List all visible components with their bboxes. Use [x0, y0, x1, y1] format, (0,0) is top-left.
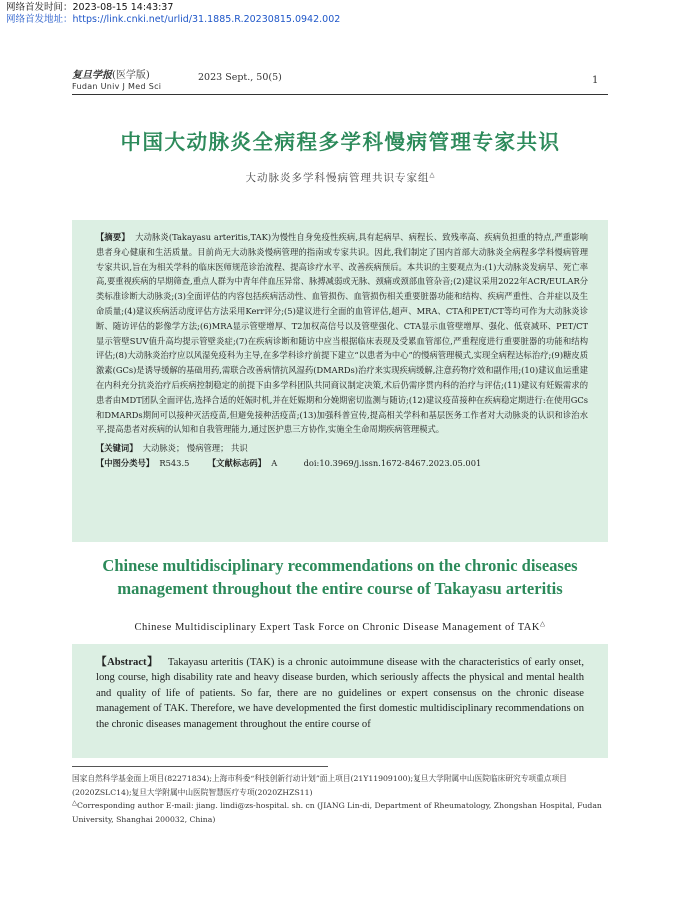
keywords-label: 【关键词】: [96, 443, 138, 454]
abstract-en-label: 【Abstract】: [96, 657, 159, 668]
online-publish-time: 网络首发时间：2023-08-15 14:43:37: [6, 2, 174, 13]
footnote-rule: [72, 766, 328, 767]
journal-name-cn: 复旦学报: [72, 70, 112, 81]
doc-code-value: A: [271, 457, 278, 468]
author-mark: △: [429, 170, 436, 179]
author-name-en: Chinese Multidisciplinary Expert Task Force on Chronic Disease Management of TAK: [134, 622, 540, 633]
journal-name-suffix: (医学版): [112, 70, 150, 81]
keywords-line: [96, 441, 588, 456]
funding-note: 国家自然科学基金面上项目(82271834);上海市科委“科技创新行动计划”面上项目(21Y11909100);复旦大学附属中山医院临床研究专项重点项目(2020ZSLC14);复旦大学附属中山医院智慧医疗专项(2020ZHZS11): [72, 774, 567, 797]
article-title-en: Chinese multidisciplinary recommendations on the chronic diseases management throughout the entire course of Takayasu arteritis: [102, 556, 578, 598]
abstract-en-box: [72, 644, 608, 758]
header-rule: [72, 94, 608, 95]
corresponding-mark: △: [72, 798, 77, 807]
doc-code-label: 【文献标志码】: [207, 457, 266, 468]
classification-line: [96, 456, 588, 471]
abstract-cn-label: 【摘要】: [96, 232, 130, 242]
author-group-cn: [0, 170, 681, 185]
footnotes: [72, 772, 612, 826]
journal-volume: 2023 Sept., 50(5): [198, 72, 282, 83]
abstract-cn-paragraph: [96, 230, 588, 437]
abstract-cn-box: [72, 220, 608, 542]
author-mark-en: △: [539, 620, 546, 628]
keywords-text: 大动脉炎； 慢病管理； 共识: [142, 443, 248, 454]
online-publish-url[interactable]: 网络首发地址：https://link.cnki.net/urlid/31.1885.R.20230815.0942.002: [6, 14, 341, 25]
corresponding-note: [72, 799, 612, 826]
abstract-cn-text: 大动脉炎(Takayasu arteritis,TAK)为慢性自身免疫性疾病,具有起病早、病程长、致残率高、疾病负担重的特点,严重影响患者身心健康和生活质量。目前尚无大动脉炎慢病管理的指南或专家共识。因此,我们制定了国内首部大动脉炎全病程多学科慢病管理专家共识,旨在为相关学科的临床医师规范诊治流程、提高诊疗水平、改善疾病预后。本共识的主要观点为:(1)大动脉炎发病早、死亡率高,要重视疾病的早期筛查,重点人群为中青年伴血压异常、脉搏减弱或无脉、颈痛或颈部血管杂音;(2)建议采用2022年ACR/EULAR分类标准诊断大动脉炎;(3)全面评估的内容包括疾病活动性、血管损伤、血管损伤相关重要脏器功能和结构、疾病严重性、合并症以及生命质量;(4)建议疾病活动度评估方法采用Kerr评分;(5)建议进行全面的血管评估,超声、MRA、CTA和PET/CT等均可作为大动脉炎诊断、随访评估的影像学方法;(6)MRA显示管壁增厚、T2加权高信号以及管壁强化、CTA显示血管壁增厚、强化、低衰减环、PET/CT显示管壁SUV值升高均提示管壁炎症;(7)在疾病诊断和随访中应当根据临床表现及受累血管部位,严重程度进行重要脏器的功能和结构评估;(8)大动脉炎治疗应以风湿免疫科为主导,在多学科诊疗前提下建立“以患者为中心”的慢病管理模式,实现全病程达标治疗;(9)糖皮质激素(GCs)是诱导缓解的基础用药,需联合改善病情抗风湿药(DMARDs)治疗来实现疾病缓解,注意药物疗效和副作用;(10)建议血运重建在内科充分抗炎治疗后疾病控制稳定的前提下由多学科团队共同商议制定决策,术后仍需序贯内科的治疗与评估;(11)建议有妊娠需求的患者由MDT团队全面评估,选择合适的妊娠时机,并在妊娠期和分娩期密切监测与随访;(12)建议疫苗接种在疾病稳定期进行:在使用GCs和DMARDs期间可以接种灭活疫苗,但避免接种活疫苗;(13)加强科普宣传,提高相关学科和基层医务工作者对大动脉炎的认识和诊治水平,提高患者对疾病的认知和自我管理能力,通过医护患三方协作,实施全生命周期疾病管理模式。: [96, 232, 588, 435]
doi-link[interactable]: doi:10.3969/j.issn.1672-8467.2023.05.001: [303, 457, 482, 468]
author-group-en: [72, 622, 608, 633]
clc-label: 【中图分类号】: [96, 457, 155, 468]
author-name-cn: 大动脉炎多学科慢病管理共识专家组: [245, 172, 430, 184]
corresponding-text: Corresponding author E-mail: jiang. lindi@zs-hospital. sh. cn (JIANG Lin-di, Department of Rheumatology, Zhongshan Hospital, Fudan University, Shanghai 200032, China): [72, 801, 602, 824]
abstract-en-text: Takayasu arteritis (TAK) is a chronic autoimmune disease with the characteristics of early onset, long course, high disability rate and heavy disease burden, which seriously affects the physical and mental health and quality of life of patients. So far, there are no guidelines or expert consensus on the chronic disease management of TAK. Therefore, we have developmented the first domestic multidisciplinary recommendations on the chronic diseases management throughout the entire course of: [96, 657, 584, 730]
clc-value: R543.5: [159, 457, 190, 468]
journal-header: [72, 66, 161, 91]
journal-name-en: Fudan Univ J Med Sci: [72, 82, 162, 91]
page-number: 1: [592, 75, 599, 86]
article-title-cn: 中国大动脉炎全病程多学科慢病管理专家共识: [120, 130, 561, 154]
